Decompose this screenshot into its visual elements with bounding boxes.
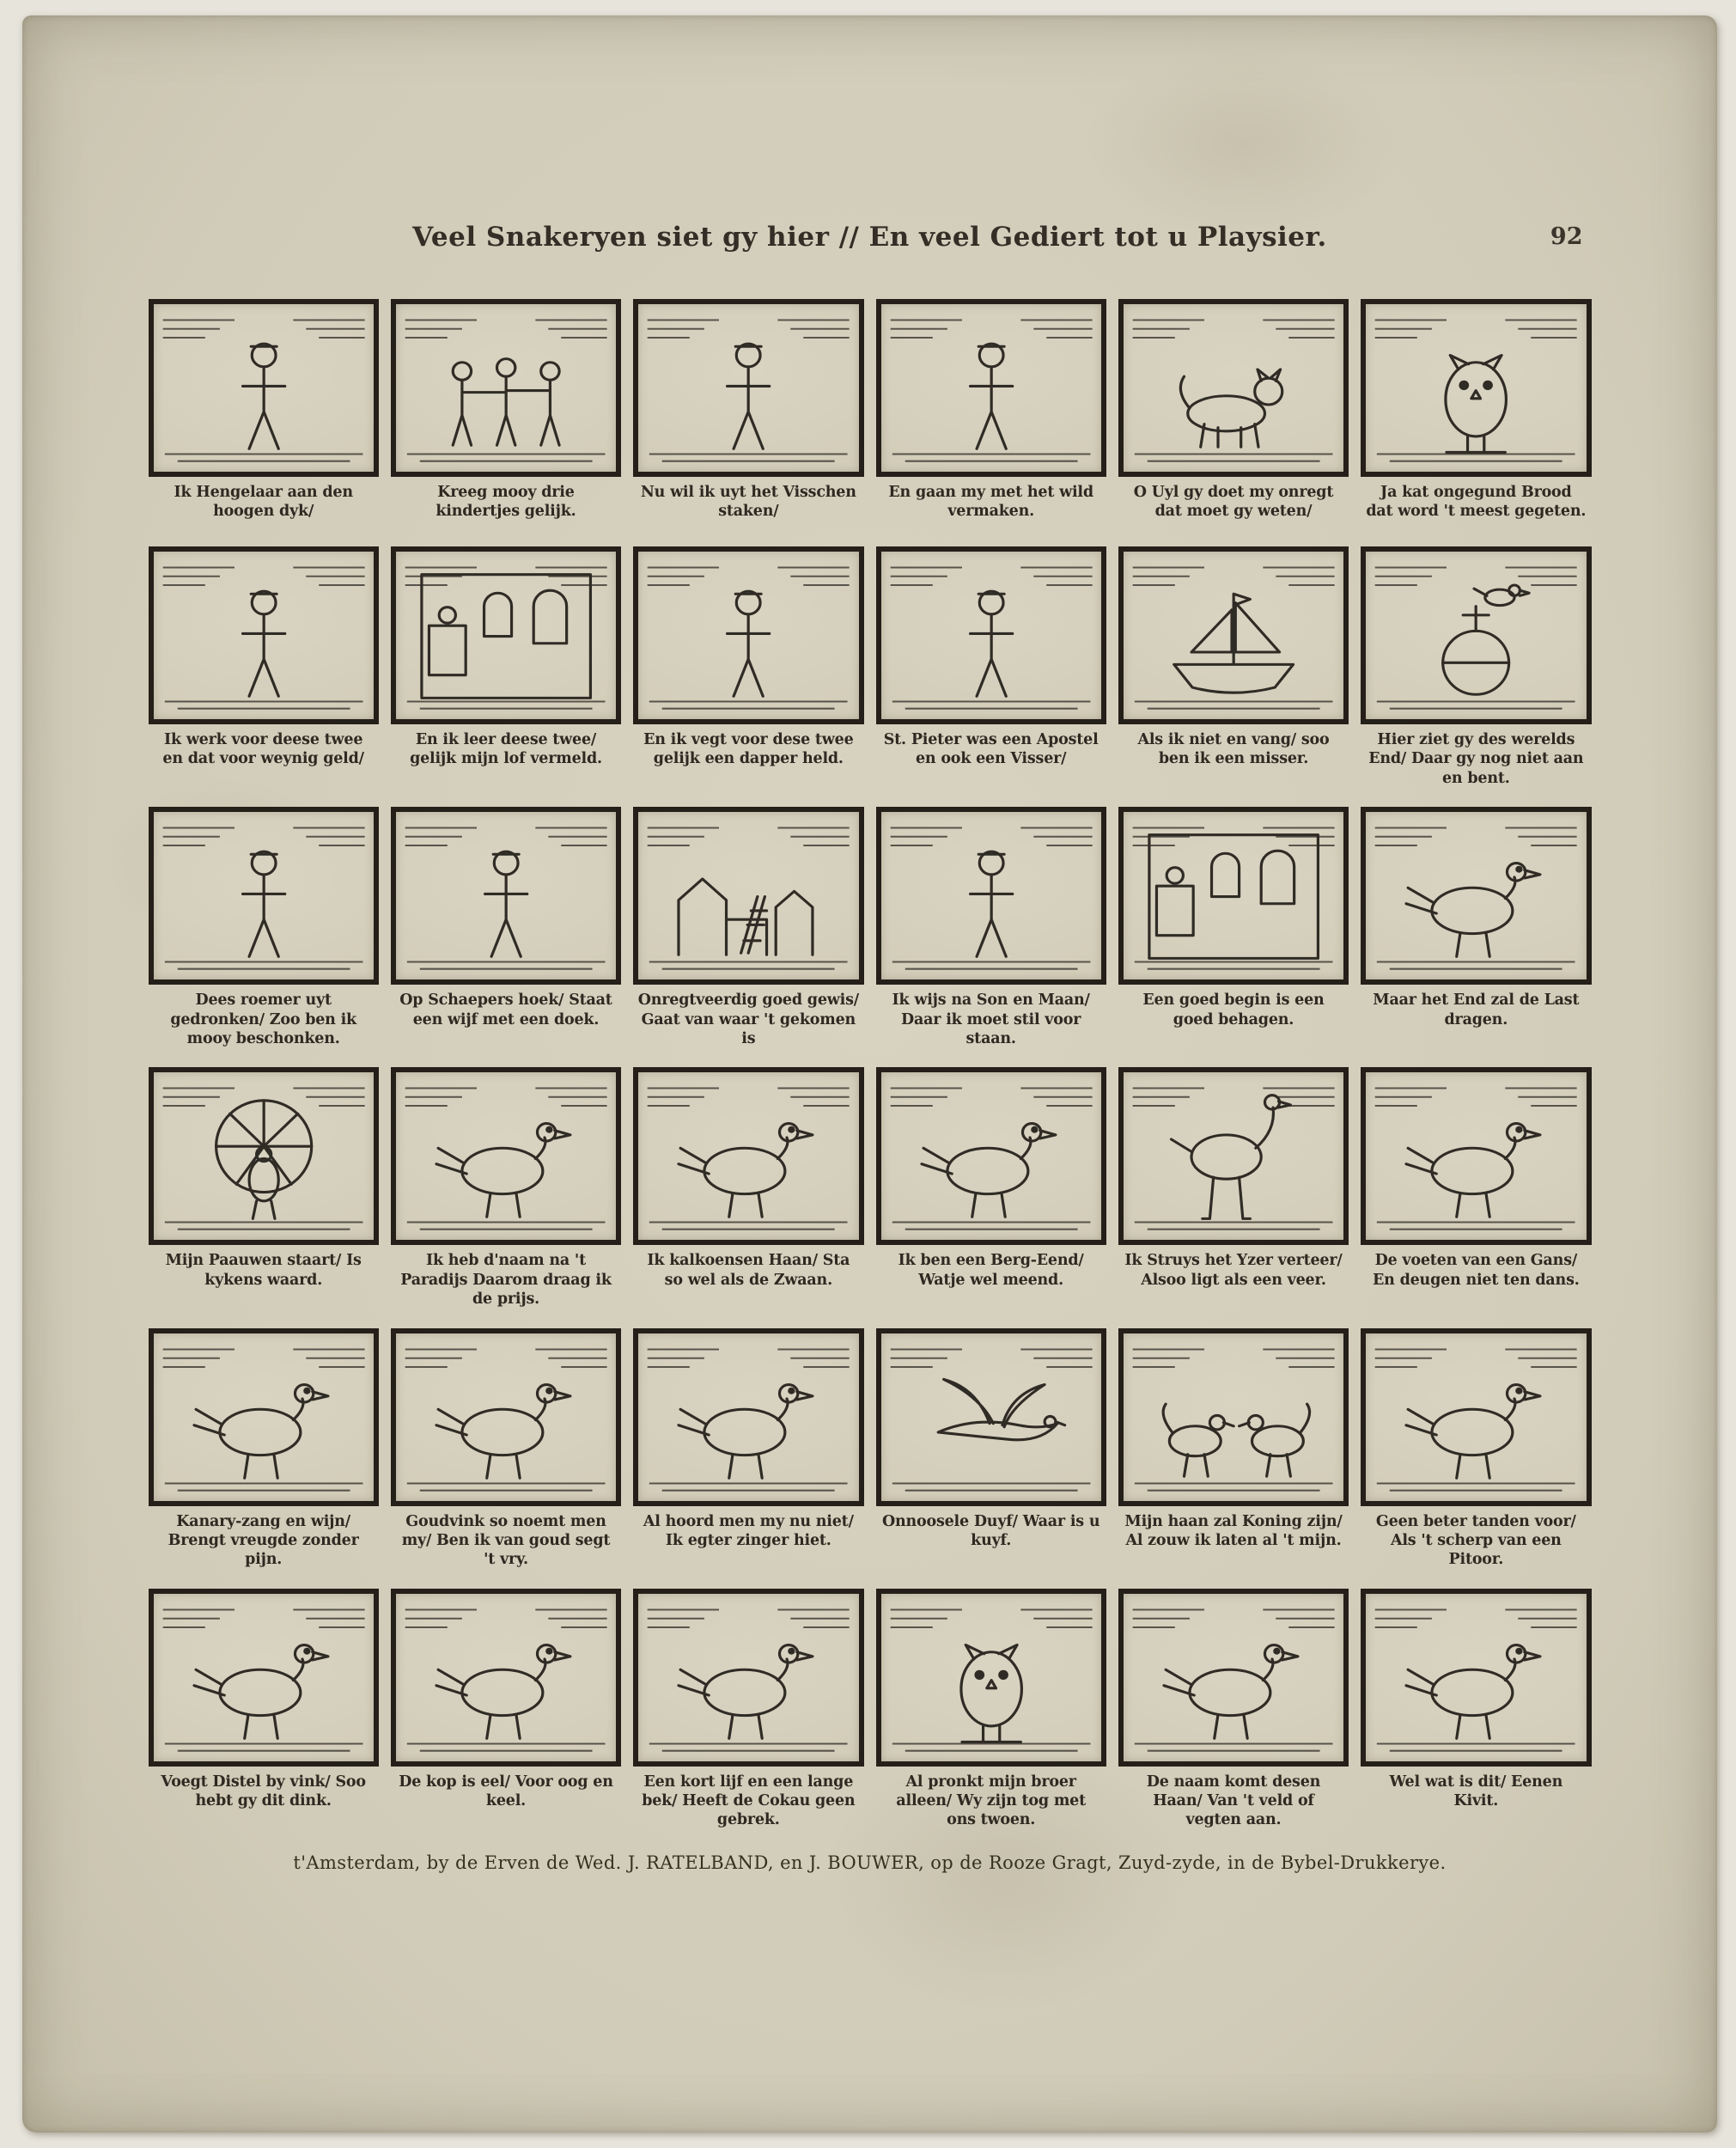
owl-on-perch-woodcut (1361, 299, 1591, 477)
panel-canary (149, 1328, 379, 1570)
panel-lapwing (1361, 1589, 1591, 1830)
panel-duck-by-tree (1361, 807, 1591, 1048)
cat-with-basket-woodcut (1118, 299, 1349, 477)
panel-angler-with-rod (149, 299, 379, 528)
panel-ostrich (1118, 1067, 1349, 1309)
bird-of-paradise-woodcut (391, 1067, 621, 1245)
panel-hunter-carrying-game (876, 299, 1106, 528)
panel-caption: Mijn Paauwen staart/ Is kykens waard. (165, 1252, 362, 1289)
panel-two-fighting-roosters (1118, 1328, 1349, 1570)
horned-owl-on-branch-woodcut (876, 1589, 1106, 1767)
panel-caption: En ik vegt voor dese twee gelijk een dapper held. (643, 731, 854, 768)
panel-caption: Hier ziet gy des werelds End/ Daar gy nog niet aan en bent. (1368, 731, 1584, 787)
three-children-holding-hands-woodcut (391, 299, 621, 477)
panel-caption: Mijn haan zal Koning zijn/ Al zouw ik laten al 't mijn. (1124, 1512, 1343, 1549)
duck-on-world-orb-woodcut (1361, 546, 1591, 724)
page-number: 92 (1550, 223, 1583, 250)
songbird-pecking-woodcut (633, 1328, 863, 1506)
panel-caption: Ik heb d'naam na 't Paradijs Daarom draag ik de prijs. (400, 1252, 612, 1309)
panel-caption: Ja kat ongegund Brood dat word 't meest gegeten. (1366, 484, 1587, 521)
panel-seated-drinker-with-roemer (149, 807, 379, 1048)
panel-stable-with-animals (1118, 807, 1349, 1048)
panel-crested-field-cock (1118, 1589, 1349, 1830)
panel-sailing-ship (1118, 546, 1349, 788)
panel-caption: Ik Struys het Yzer verteer/ Alsoo ligt als een veer. (1124, 1252, 1343, 1289)
panel-street-scene-with-ladder (633, 807, 863, 1048)
panel-caption: Ik ben een Berg-Eend/ Watje wel meend. (898, 1252, 1084, 1289)
panel-caption: Ik wijs na Son en Maan/ Daar ik moet stil voor staan. (892, 992, 1090, 1047)
panel-caption: Wel wat is dit/ Eenen Kivit. (1389, 1773, 1563, 1810)
street-scene-with-ladder-woodcut (633, 807, 863, 985)
soldier-with-sword-and-shield-woodcut (633, 546, 863, 724)
panel-caption: Al pronkt mijn broer alleen/ Wy zijn tog met ons twoen. (896, 1773, 1086, 1829)
print-content (149, 15, 1592, 1873)
panel-goldfinch (391, 1328, 621, 1570)
goose-woodcut (1361, 1067, 1591, 1245)
panel-caption: En gaan my met het wild vermaken. (888, 484, 1093, 521)
panel-caption: Maar het End zal de Last dragen. (1373, 992, 1580, 1028)
panel-caption: Geen beter tanden voor/ Als 't scherp van een Pitoor. (1375, 1512, 1576, 1569)
panel-man-pointing-at-sun-and-moon (876, 807, 1106, 1048)
panel-bird-of-paradise (391, 1067, 621, 1309)
panel-caption: Dees roemer uyt gedronken/ Zoo ben ik mooy beschonken. (170, 992, 356, 1047)
man-with-gun-over-shoulder-woodcut (633, 299, 863, 477)
panel-caption: Kanary-zang en wijn/ Brengt vreugde zonder pijn. (168, 1512, 359, 1569)
panel-caption: Goudvink so noemt men my/ Ben ik van goud segt 't vry. (401, 1512, 611, 1569)
two-fighting-roosters-woodcut (1118, 1328, 1349, 1506)
panel-goose (1361, 1067, 1591, 1309)
panel-songbird-pecking (633, 1328, 863, 1570)
preacher-in-pulpit-woodcut (391, 546, 621, 724)
panel-horned-owl-on-branch (876, 1589, 1106, 1830)
canary-woodcut (149, 1328, 379, 1506)
hoopoe-woodcut (391, 1589, 621, 1767)
panel-peacock-with-fanned-tail (149, 1067, 379, 1309)
panel-farmer-with-pitchfork (149, 546, 379, 788)
panel-caption: Een kort lijf en een lange bek/ Heeft de Cokau geen gebrek. (642, 1773, 856, 1829)
flying-dove-woodcut (876, 1328, 1106, 1506)
thistle-finch-woodcut (149, 1589, 379, 1767)
panel-flying-dove (876, 1328, 1106, 1570)
panel-duck-on-world-orb (1361, 546, 1591, 788)
title-bar (149, 222, 1592, 261)
sailing-ship-woodcut (1118, 546, 1349, 724)
panel-caption: Als ik niet en vang/ soo ben ik een misser. (1137, 731, 1330, 768)
panel-mountain-duck (876, 1067, 1106, 1309)
lapwing-woodcut (1361, 1589, 1591, 1767)
stable-with-animals-woodcut (1118, 807, 1349, 985)
farmer-with-pitchfork-woodcut (149, 546, 379, 724)
panel-caption: Ik kalkoensen Haan/ Sta so wel als de Zwaan. (647, 1252, 850, 1289)
panel-caption: Op Schaepers hoek/ Staat een wijf met een doek. (399, 992, 612, 1028)
panel-hoopoe (391, 1589, 621, 1830)
panel-caption: St. Pieter was een Apostel en ook een Visser/ (883, 731, 1099, 768)
woodcut-grid (149, 299, 1592, 1830)
panel-caption: De naam komt desen Haan/ Van 't veld of vegten aan. (1146, 1773, 1321, 1829)
seated-drinker-with-roemer-woodcut (149, 807, 379, 985)
panel-caption: Voegt Distel by vink/ Soo hebt gy dit dink. (161, 1773, 366, 1810)
panel-caption: Nu wil ik uyt het Visschen staken/ (640, 484, 856, 521)
man-pointing-at-sun-and-moon-woodcut (876, 807, 1106, 985)
panel-caption: O Uyl gy doet my onregt dat moet gy weten/ (1133, 484, 1334, 521)
panel-caption: Ik Hengelaar aan den hoogen dyk/ (174, 484, 353, 521)
page-title: Veel Snakeryen siet gy hier // En veel Gediert tot u Playsier. (412, 222, 1327, 253)
print-sheet (22, 15, 1717, 2133)
panel-caption: Een goed begin is een goed behagen. (1142, 992, 1325, 1028)
panel-caption: De voeten van een Gans/ En deugen niet ten dans. (1373, 1252, 1580, 1289)
duck-by-tree-woodcut (1361, 807, 1591, 985)
panel-st-pieter-with-church (876, 546, 1106, 788)
turkey-cock-woodcut (633, 1067, 863, 1245)
woman-on-shore-with-ship-woodcut (391, 807, 621, 985)
peacock-with-fanned-tail-woodcut (149, 1067, 379, 1245)
hunter-carrying-game-woodcut (876, 299, 1106, 477)
panel-caption: Al hoord men my nu niet/ Ik egter zinger hiet. (643, 1512, 854, 1549)
panel-preacher-in-pulpit (391, 546, 621, 788)
panel-cat-with-basket (1118, 299, 1349, 528)
panel-caption: Ik werk voor deese twee en dat voor weynig geld/ (162, 731, 364, 768)
panel-caption: En ik leer deese twee/ gelijk mijn lof vermeld. (410, 731, 602, 768)
panel-caption: Onregtveerdig goed gewis/ Gaat van waar 't gekomen is (637, 992, 859, 1047)
angler-with-rod-woodcut (149, 299, 379, 477)
panel-three-children-holding-hands (391, 299, 621, 528)
panel-thistle-finch (149, 1589, 379, 1830)
panel-caption: Kreeg mooy drie kindertjes gelijk. (436, 484, 576, 521)
panel-caption: Onnoosele Duyf/ Waar is u kuyf. (881, 1512, 1100, 1549)
panel-bittern-in-reeds (1361, 1328, 1591, 1570)
panel-soldier-with-sword-and-shield (633, 546, 863, 788)
panel-turkey-cock (633, 1067, 863, 1309)
panel-man-with-gun-over-shoulder (633, 299, 863, 528)
imprint-line: t'Amsterdam, by de Erven de Wed. J. RATELBAND, en J. BOUWER, op de Rooze Gragt, Zuyd-zyde, in de Bybel-Drukkerye. (293, 1852, 1447, 1873)
panel-caption: De kop is eel/ Voor oog en keel. (399, 1773, 613, 1810)
toucan-with-long-beak-woodcut (633, 1589, 863, 1767)
panel-woman-on-shore-with-ship (391, 807, 621, 1048)
panel-toucan-with-long-beak (633, 1589, 863, 1830)
goldfinch-woodcut (391, 1328, 621, 1506)
ostrich-woodcut (1118, 1067, 1349, 1245)
panel-owl-on-perch (1361, 299, 1591, 528)
mountain-duck-woodcut (876, 1067, 1106, 1245)
bittern-in-reeds-woodcut (1361, 1328, 1591, 1506)
st-pieter-with-church-woodcut (876, 546, 1106, 724)
crested-field-cock-woodcut (1118, 1589, 1349, 1767)
